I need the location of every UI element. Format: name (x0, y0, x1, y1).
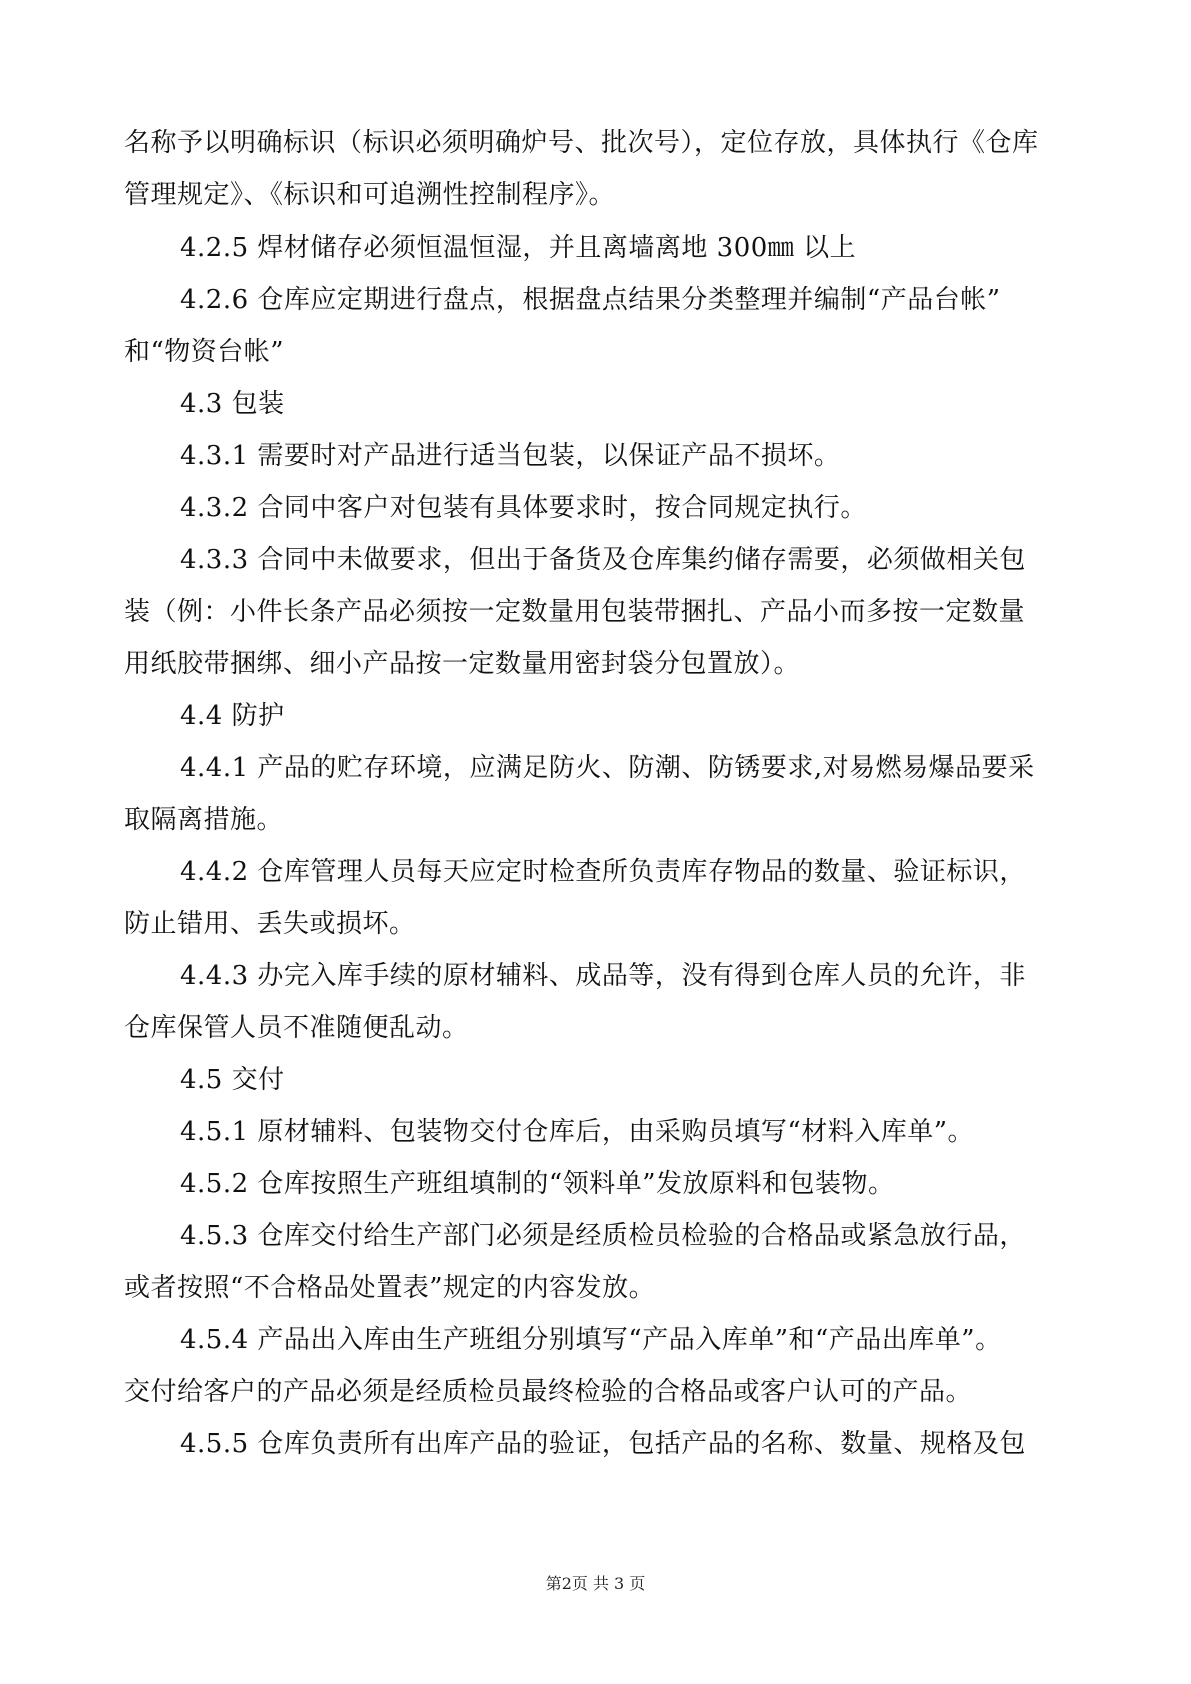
section-heading: 4.3 包装 (180, 389, 285, 419)
text-line: 4.2.6 仓库应定期进行盘点，根据盘点结果分类整理并编制“产品台帐” (180, 285, 1001, 315)
text-line: 交付给客户的产品必须是经质检员最终检验的合格品或客户认可的产品。 (124, 1377, 973, 1407)
text-line: 和“物资台帐” (124, 337, 285, 367)
text-line: 用纸胶带捆绑、细小产品按一定数量用密封袋分包置放）。 (124, 649, 801, 679)
text-line: 4.4.1 产品的贮存环境，应满足防火、防潮、防锈要求,对易燃易爆品要采 (180, 753, 1035, 783)
text-line: 4.4.2 仓库管理人员每天应定时检查所负责库存物品的数量、验证标识， (180, 857, 1026, 887)
text-line: 4.5.4 产品出入库由生产班组分别填写“产品入库单”和“产品出库单”。 (180, 1325, 1002, 1355)
page-number-footer: 第2页 共 3 页 (545, 1574, 646, 1593)
text-line: 4.4.3 办完入库手续的原材辅料、成品等，没有得到仓库人员的允许，非 (180, 961, 1026, 991)
text-line: 4.3.2 合同中客户对包装有具体要求时，按合同规定执行。 (180, 493, 867, 523)
text-line: 防止错用、丢失或损坏。 (124, 909, 416, 939)
text-line: 4.5.3 仓库交付给生产部门必须是经质检员检验的合格品或紧急放行品， (180, 1221, 1026, 1251)
section-heading: 4.4 防护 (180, 701, 285, 731)
text-line: 装（例：小件长条产品必须按一定数量用包装带捆扎、产品小而多按一定数量 (124, 597, 1026, 627)
text-line: 4.5.1 原材辅料、包装物交付仓库后，由采购员填写“材料入库单”。 (180, 1117, 975, 1147)
text-line: 名称予以明确标识（标识必须明确炉号、批次号），定位存放，具体执行《仓库 (124, 128, 1039, 158)
text-line: 4.3.3 合同中未做要求，但出于备货及仓库集约储存需要，必须做相关包 (180, 545, 1026, 575)
text-line: 取隔离措施。 (124, 805, 284, 835)
text-line: 4.5.2 仓库按照生产班组填制的“领料单”发放原料和包装物。 (180, 1169, 895, 1199)
text-line: 管理规定》、《标识和可追溯性控制程序》。 (124, 180, 616, 210)
text-line: 4.2.5 焊材储存必须恒温恒湿，并且离墙离地 300㎜ 以上 (180, 233, 857, 263)
text-line: 4.5.5 仓库负责所有出库产品的验证，包括产品的名称、数量、规格及包 (180, 1429, 1026, 1459)
section-heading: 4.5 交付 (180, 1065, 285, 1095)
text-line: 或者按照“不合格品处置表”规定的内容发放。 (124, 1273, 656, 1303)
text-line: 4.3.1 需要时对产品进行适当包装，以保证产品不损坏。 (180, 441, 841, 471)
text-line: 仓库保管人员不准随便乱动。 (124, 1013, 469, 1043)
